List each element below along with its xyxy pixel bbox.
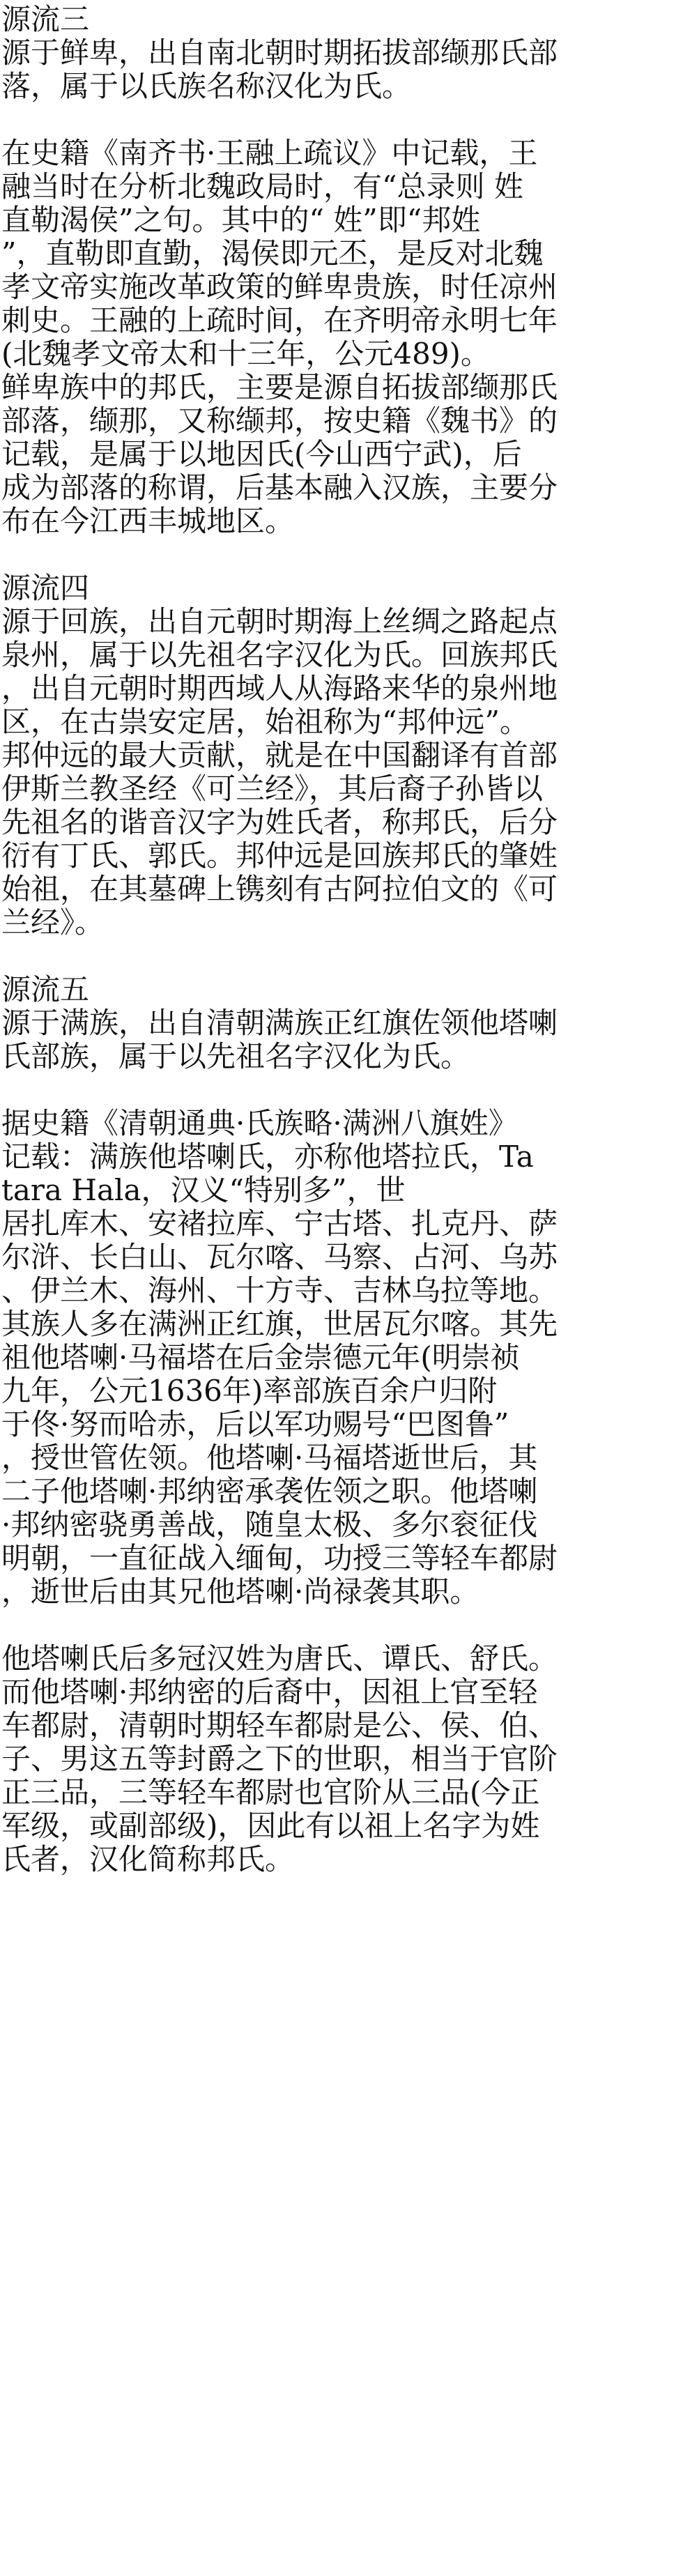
text-line: tara Hala，汉义“特别多”，世 <box>1 1173 406 1207</box>
text-line: 融当时在分析北魏政局时，有“总录则 姓 <box>1 169 523 204</box>
text-line: 明朝，一直征战入缅甸，功授三等轻车都尉 <box>1 1541 558 1575</box>
text-line: 子、男这五等封爵之下的世职，相当于官阶 <box>1 1742 558 1776</box>
text-line: (北魏孝文帝太和十三年，公元489)。 <box>1 337 490 371</box>
text-line: 孝文帝实施改革政策的鲜卑贵族，时任凉州 <box>1 270 558 304</box>
text-line: 居扎库木、安褚拉库、宁古塔、扎克丹、萨 <box>1 1206 558 1241</box>
text-line: ，逝世后由其兄他塔喇·尚禄袭其职。 <box>1 1574 479 1609</box>
text-line: 源于回族，出自元朝时期海上丝绸之路起点 <box>1 604 558 638</box>
text-line: 衍有丁氏、郭氏。邦仲远是回族邦氏的肇姓 <box>1 838 558 873</box>
text-line: 区，在古祟安定居，始祖称为“邦仲远”。 <box>1 705 529 739</box>
text-line: ”，直勒即直勤，渴侯即元丕，是反对北魏 <box>1 236 544 270</box>
text-line: 他塔喇氏后多冠汉姓为唐氏、谭氏、舒氏。 <box>1 1641 558 1676</box>
text-line: ，出自元朝时期西域人从海路来华的泉州地 <box>1 671 558 705</box>
text-line: ·邦纳密骁勇善战，随皇太极、多尔衮征伐 <box>1 1508 538 1542</box>
text-line: 部落，缬那，又称缬邦，按史籍《魏书》的 <box>1 404 558 438</box>
text-line: 直勒渴侯”之句。其中的“ 姓”即“邦姓 <box>1 203 481 237</box>
text-line: 军级，或副部级)，因此有以祖上名字为姓 <box>1 1809 540 1843</box>
text-line: 邦仲远的最大贡献，就是在中国翻译有首部 <box>1 738 558 772</box>
text-line: ，授世管佐领。他塔喇·马福塔逝世后，其 <box>1 1441 538 1475</box>
section-heading-source-5: 源流五 <box>1 972 90 1006</box>
text-line: 刺史。王融的上疏时间，在齐明帝永明七年 <box>1 303 558 337</box>
section-heading-source-3: 源流三 <box>1 2 90 36</box>
text-line: 源于满族，出自清朝满族正红旗佐领他塔喇 <box>1 1006 558 1040</box>
text-line: 其族人多在满洲正红旗，世居瓦尔喀。其先 <box>1 1307 558 1341</box>
text-line: 布在今江西丰城地区。 <box>1 504 295 538</box>
text-line: 正三品，三等轻车都尉也官阶从三品(今正 <box>1 1775 540 1809</box>
text-line: 记载：满族他塔喇氏，亦称他塔拉氏，Ta <box>1 1140 534 1174</box>
text-line: 氏者，汉化简称邦氏。 <box>1 1842 295 1876</box>
text-line: 祖他塔喇·马福塔在后金崇德元年(明崇祯 <box>1 1340 520 1374</box>
text-line: 成为部落的称谓，后基本融入汉族，主要分 <box>1 470 558 505</box>
text-line: 鲜卑族中的邦氏，主要是源自拓拔部缬那氏 <box>1 370 558 404</box>
text-line: 尔浒、长白山、瓦尔喀、马察、占河、乌苏 <box>1 1240 558 1274</box>
text-line: 、伊兰木、海州、十方寺、吉林乌拉等地。 <box>1 1273 558 1308</box>
text-line: 在史籍《南齐书·王融上疏议》中记载，王 <box>1 136 538 170</box>
text-line: 伊斯兰教圣经《可兰经》，其后裔子孙皆以 <box>1 772 544 806</box>
text-line: 于佟·努而哈赤，后以军功赐号“巴图鲁” <box>1 1407 509 1441</box>
text-line: 而他塔喇·邦纳密的后裔中，因祖上官至轻 <box>1 1675 538 1709</box>
section-heading-source-4: 源流四 <box>1 571 90 605</box>
text-line: 兰经》。 <box>1 905 105 940</box>
text-line: 落，属于以氏族名称汉化为氏。 <box>1 69 412 103</box>
text-line: 始祖，在其墓碑上镌刻有古阿拉伯文的《可 <box>1 872 558 906</box>
text-line: 九年，公元1636年)率部族百余户归附 <box>1 1374 498 1408</box>
text-line: 先祖名的谐音汉字为姓氏者，称邦氏，后分 <box>1 805 558 839</box>
text-line: 氏部族，属于以先祖名字汉化为氏。 <box>1 1039 470 1073</box>
text-line: 二子他塔喇·邦纳密承袭佐领之职。他塔喇 <box>1 1474 538 1508</box>
text-line: 源于鲜卑，出自南北朝时期拓拔部缬那氏部 <box>1 36 558 70</box>
text-line: 车都尉，清朝时期轻车都尉是公、侯、伯、 <box>1 1708 558 1742</box>
text-line: 记载，是属于以地因氏(今山西宁武)，后 <box>1 437 522 471</box>
text-line: 泉州，属于以先祖名字汉化为氏。回族邦氏 <box>1 638 558 672</box>
text-line: 据史籍《清朝通典·氏族略·满洲八旗姓》 <box>1 1106 518 1140</box>
